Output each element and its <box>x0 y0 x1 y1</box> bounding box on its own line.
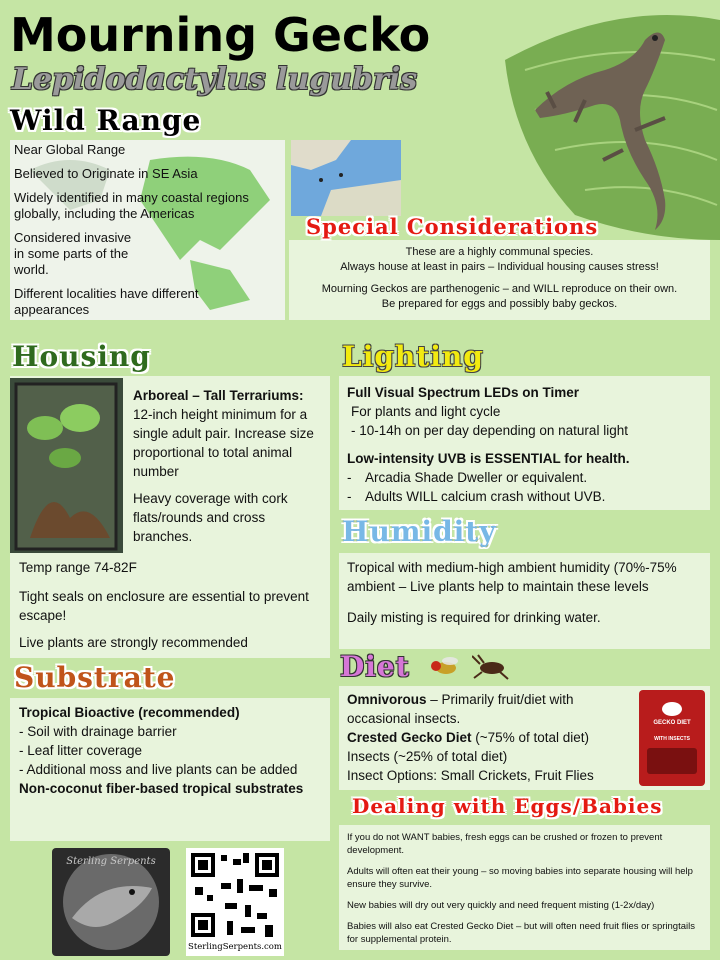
page-subtitle: Lepidodactylus lugubris <box>12 62 418 97</box>
lighting-panel <box>339 376 710 510</box>
range-item: Near Global Range <box>14 142 126 157</box>
terrarium-photo <box>10 378 123 553</box>
brand-logo[interactable] <box>52 848 170 956</box>
diet-panel <box>339 686 710 790</box>
uvb-note: Low-intensity UVB is ESSENTIAL for health. <box>347 451 630 466</box>
range-item: Considered invasive in some parts of the world. <box>14 230 132 277</box>
substrate-panel <box>10 698 330 841</box>
lighting-lead: Full Visual Spectrum LEDs on Timer <box>347 385 580 400</box>
diet-insects: Insects (~25% of total diet) <box>347 749 508 764</box>
special-line: Always house at least in pairs – Individual housing causes stress! <box>340 261 659 273</box>
page-title: Mourning Gecko <box>10 8 431 62</box>
housing-lead: Arboreal – Tall Terrariums: <box>133 388 304 403</box>
substrate-heading: Substrate <box>14 661 176 694</box>
housing-temp: Temp range 74-82F <box>19 560 137 575</box>
qr-code[interactable] <box>186 848 284 956</box>
lighting-line: - 10-14h on per day depending on natural light <box>351 423 628 438</box>
gecko-photo <box>495 0 720 240</box>
website-url[interactable]: SterlingSerpents.com <box>188 942 282 952</box>
substrate-tail: Non-coconut fiber-based tropical substrates <box>19 781 304 796</box>
range-item: Widely identified in many coastal regions globally, including the Americas <box>14 190 249 221</box>
special-panel <box>289 240 710 320</box>
housing-seals: Tight seals on enclosure are essential to prevent escape! <box>19 589 309 623</box>
eggs-p3: New babies will dry out very quickly and need frequent misting (1-2x/day) <box>347 900 655 911</box>
diet-options: Insect Options: Small Crickets, Fruit Flies <box>347 768 594 783</box>
diet-crested: Crested Gecko Diet (~75% of total diet) <box>347 730 589 745</box>
housing-heading: Housing <box>12 340 151 373</box>
eggs-heading: Dealing with Eggs/Babies <box>352 794 663 818</box>
humidity-p1: Tropical with medium-high ambient humidity (70%-75% ambient – Live plants help to maintain these levels <box>347 560 677 594</box>
housing-p1: 12-inch height minimum for a single adult pair. Increase size proportional to total animal number <box>133 407 314 479</box>
housing-plants: Live plants are strongly recommended <box>19 635 248 650</box>
eggs-p4: Babies will also eat Crested Gecko Diet – but will often need fruit flies or springtails for supplemental protein. <box>347 921 695 945</box>
diet-lead: Omnivorous – Primarily fruit/diet with occasional insects. <box>347 692 574 726</box>
humidity-panel <box>339 553 710 649</box>
cricket-icon <box>472 654 512 685</box>
fruit-fly-icon <box>426 654 466 685</box>
special-line: Mourning Geckos are parthenogenic – and WILL reproduce on their own. <box>321 283 678 295</box>
humidity-heading: Humidity <box>342 515 497 548</box>
uvb-bullet: - Adults WILL calcium crash without UVB. <box>347 489 606 504</box>
lighting-heading: Lighting <box>342 340 484 373</box>
eggs-p1: If you do not WANT babies, fresh eggs can be crushed or frozen to prevent development. <box>347 832 663 856</box>
special-line: Be prepared for eggs and possibly baby geckos. <box>381 298 618 310</box>
logo-text: Sterling Serpents <box>66 856 156 867</box>
housing-panel <box>10 376 330 658</box>
diet-heading: Diet <box>340 650 410 683</box>
housing-p2: Heavy coverage with cork flats/rounds and cross branches. <box>133 491 288 544</box>
wild-range-heading: Wild Range <box>10 104 202 137</box>
substrate-item: - Soil with drainage barrier <box>19 724 177 739</box>
diet-package: GECKO DIET WITH INSECTS <box>639 690 705 786</box>
wild-range-panel <box>10 140 285 320</box>
substrate-item: - Additional moss and live plants can be added <box>19 762 298 777</box>
special-line: These are a highly communal species. <box>405 246 594 258</box>
lighting-line: For plants and light cycle <box>351 404 501 419</box>
region-map <box>291 140 401 216</box>
special-heading: Special Considerations <box>306 214 599 239</box>
substrate-lead: Tropical Bioactive (recommended) <box>19 705 240 720</box>
eggs-panel <box>339 825 710 950</box>
substrate-item: - Leaf litter coverage <box>19 743 143 758</box>
range-item: Different localities have different appearances <box>14 286 199 317</box>
uvb-bullet: - Arcadia Shade Dweller or equivalent. <box>347 470 588 485</box>
eggs-p2: Adults will often eat their young – so moving babies into separate housing will help ensure they survive. <box>347 866 693 890</box>
humidity-p2: Daily misting is required for drinking water. <box>347 610 601 625</box>
range-item: Believed to Originate in SE Asia <box>14 166 198 181</box>
